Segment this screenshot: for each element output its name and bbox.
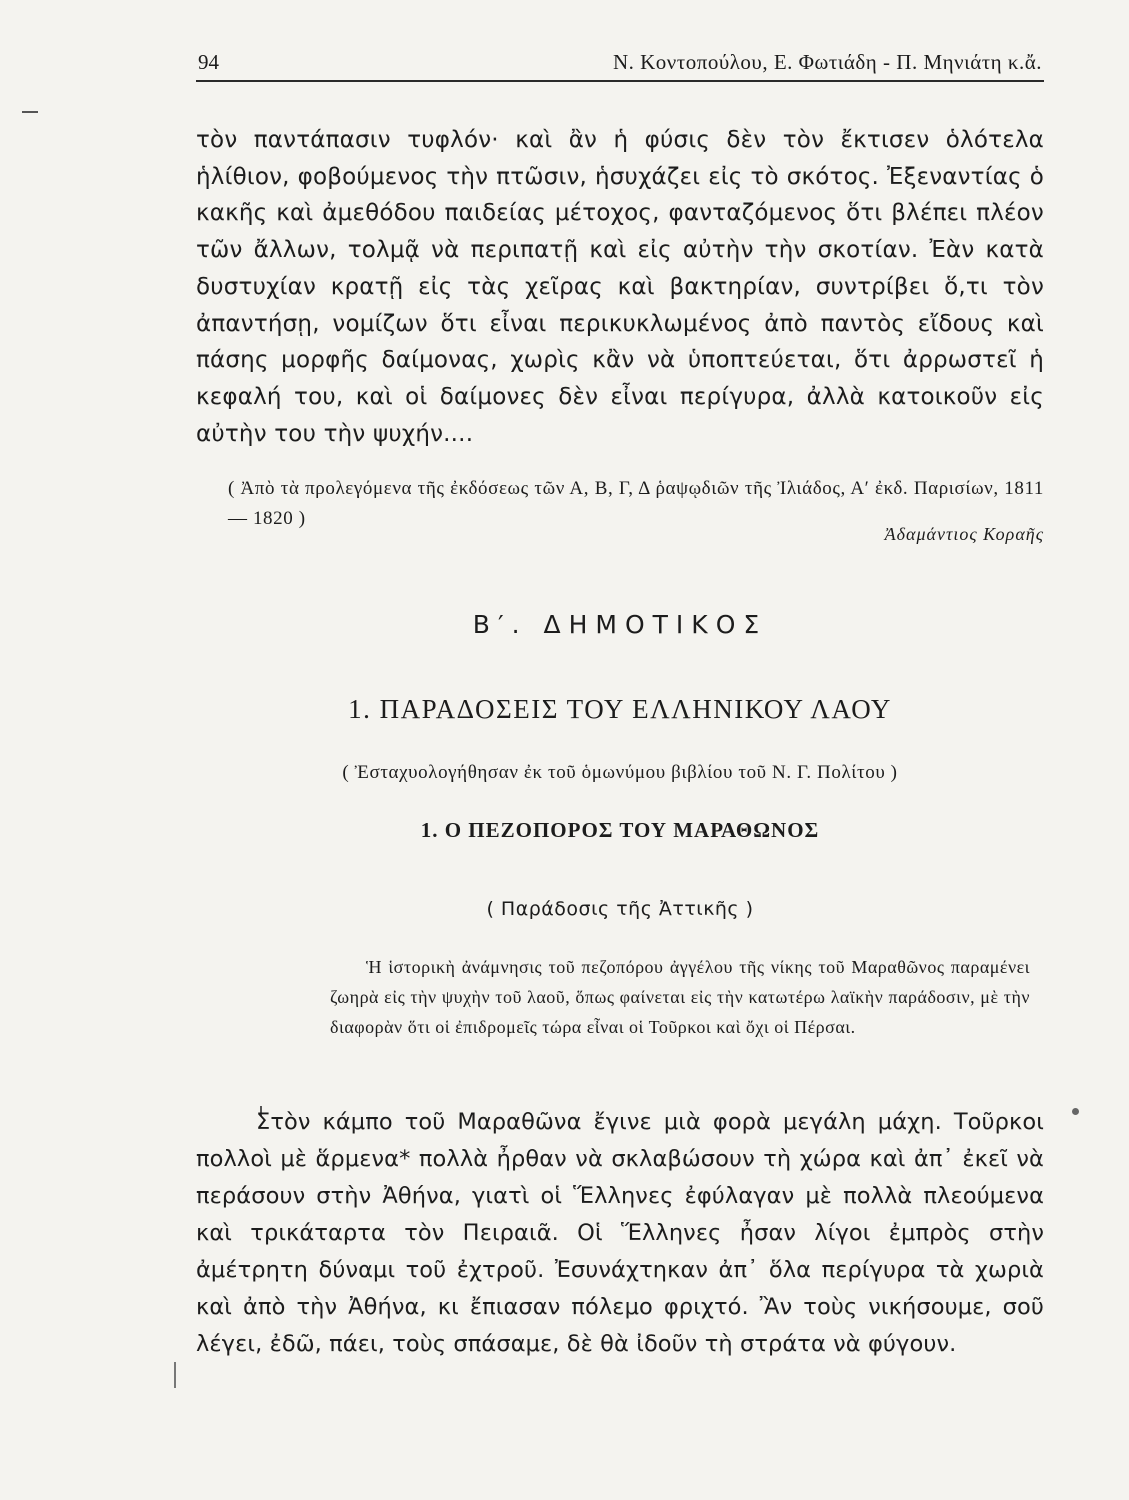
running-head: Ν. Κοντοπούλου, Ε. Φωτιάδη - Π. Μηνιάτη κ.ἄ.: [612, 50, 1042, 74]
margin-dot: [1072, 1108, 1079, 1115]
page-number: 94: [198, 50, 219, 74]
section-title: Β′. ΔΗΜΟΤΙΚΟΣ: [472, 610, 768, 639]
intro-paragraph: Ἡ ἱστορικὴ ἀνάμνησις τοῦ πεζοπόρου ἀγγέλου τῆς νίκης τοῦ Μαραθῶνος παραμένει ζωηρὰ εἰς τὴν ψυχὴν τοῦ λαοῦ, ὅπως φαίνεται εἰς τὴν κατωτέρω λαϊκὴν παράδοσιν, μὲ τὴν διαφορὰν ὅτι οἱ ἐπιδρομεῖς τώρα εἶναι οἱ Τοῦρκοι καὶ ὄχι οἱ Πέρσαι.: [330, 957, 1030, 1037]
story-intro: [330, 952, 1030, 1042]
quote-block: [196, 122, 1044, 452]
story-note: ( Παράδοσις τῆς Ἀττικῆς ): [486, 898, 754, 920]
margin-mark: [22, 111, 38, 113]
margin-bar: [174, 1362, 176, 1388]
story-title: 1. Ο ΠΕΖΟΠΟΡΟΣ ΤΟΥ ΜΑΡΑΘΩΝΟΣ: [420, 818, 820, 842]
page-header: [196, 50, 1044, 82]
quote-source: ( Ἀπὸ τὰ προλεγόμενα τῆς ἐκδόσεως τῶν Α, Β, Γ, Δ ῥαψῳδιῶν τῆς Ἰλιάδος, Α′ ἐκδ. Παρισίων, 1811 — 1820 ): [228, 478, 1044, 529]
chapter-title: 1. ΠΑΡΑΔΟΣΕΙΣ ΤΟΥ ΕΛΛΗΝΙΚΟΥ ΛΑΟΥ: [348, 694, 892, 724]
chapter-note: ( Ἐσταχυολογήθησαν ἐκ τοῦ ὁμωνύμου βιβλίου τοῦ Ν. Γ. Πολίτου ): [342, 762, 898, 783]
quote-paragraph: τὸν παντάπασιν τυφλόν· καὶ ἂν ἡ φύσις δὲν τὸν ἔκτισεν ὁλότελα ἡλίθιον, φοβούμενος τὴν πτῶσιν, ἡσυχάζει εἰς τὸ σκότος. Ἐξεναντίας ὁ κακῆς καὶ ἀμεθόδου παιδείας μέτοχος, φανταζόμενος ὅτι βλέπει πλέον τῶν ἄλλων, τολμᾷ νὰ περιπατῇ καὶ εἰς αὐτὴν τὴν σκοτίαν. Ἐὰν κατὰ δυστυχίαν κρατῇ εἰς τὰς χεῖρας καὶ βακτηρίαν, συντρίβει ὅ,τι τὸν ἀπαντήσῃ, νομίζων ὅτι εἶναι περικυκλωμένος ἀπὸ παντὸς εἴδους καὶ πάσης μορφῆς δαίμονας, χωρὶς κἂν νὰ ὑποπτεύεται, ὅτι ἀρρωστεῖ ἡ κεφαλή του, καὶ οἱ δαίμονες δὲν εἶναι περίγυρα, ἀλλὰ κατοικοῦν εἰς αὐτὴν του τὴν ψυχήν....: [196, 127, 1044, 447]
story-body: [196, 1104, 1044, 1363]
story-paragraph: Στὸν κάμπο τοῦ Μαραθῶνα ἔγινε μιὰ φορὰ μεγάλη μάχη. Τοῦρκοι πολλοὶ μὲ ἅρμενα* πολλὰ ἦρθαν νὰ σκλαβώσουν τὴ χώρα καὶ ἀπ᾽ ἐκεῖ νὰ περάσουν στὴν Ἀθήνα, γιατὶ οἱ Ἕλληνες ἐφύλαγαν μὲ πολλὰ πλεούμενα καὶ τρικάταρτα τὸν Πειραιᾶ. Οἱ Ἕλληνες ἦσαν λίγοι ἐμπρὸς στὴν ἀμέτρητη δύναμι τοῦ ἐχτροῦ. Ἐσυνάχτηκαν ἀπ᾽ ὅλα περίγυρα τὰ χωριὰ καὶ ἀπὸ τὴν Ἀθήνα, κι ἔπιασαν πόλεμο φριχτό. Ἂν τοὺς νικήσουμε, σοῦ λέγει, ἐδῶ, πάει, τοὺς σπάσαμε, δὲ θὰ ἰδοῦν τὴ στράτα νὰ φύγουν.: [196, 1109, 1044, 1357]
quote-signature: Ἀδαμάντιος Κοραῆς: [884, 524, 1044, 544]
